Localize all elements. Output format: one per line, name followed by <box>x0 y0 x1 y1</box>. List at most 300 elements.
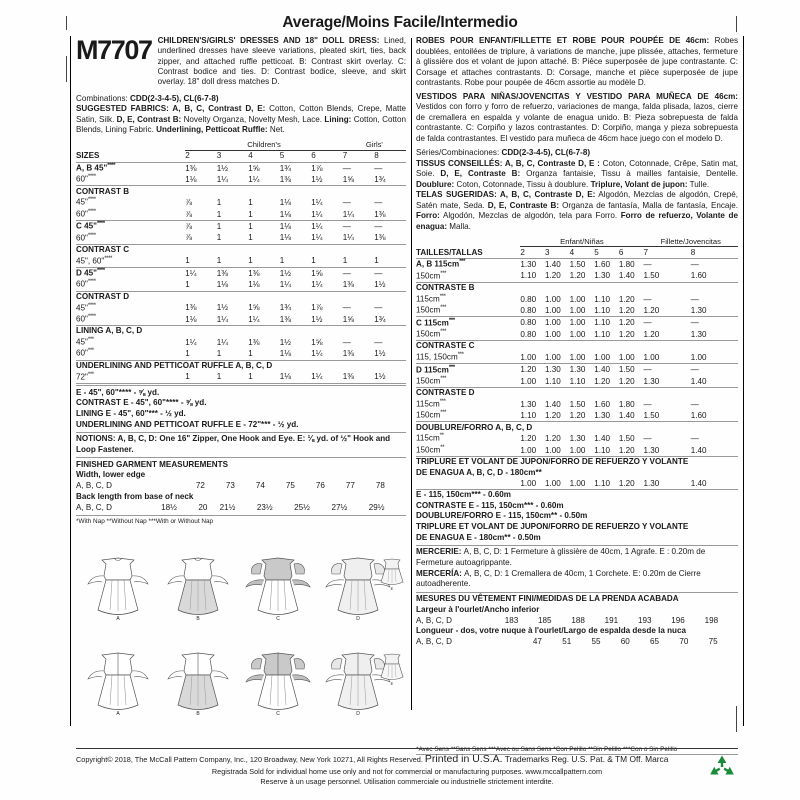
yardage-value: 1 <box>248 209 280 221</box>
nap-superscript: *** <box>439 398 446 405</box>
width-label-en <box>76 470 406 481</box>
yardage-row-label: 60"**** <box>76 314 185 326</box>
size-group-children: Enfant/Niñas <box>520 236 643 247</box>
svg-text:D: D <box>356 616 360 622</box>
yardage-value: 1 <box>185 371 217 383</box>
notes-fr <box>416 490 738 615</box>
yardage-value: — <box>342 337 351 347</box>
yardage-value: 1⅝ <box>311 337 323 347</box>
tissus-txt2: Organza fantaisie, Tissu à mailles fantaisie, Dentelle. <box>520 169 738 179</box>
tissus-grp4: Triplure, Volant de jupon: <box>590 179 688 189</box>
size-col-6: 6 <box>311 150 343 162</box>
yardage-data-row <box>76 302 406 313</box>
tissus-label: TISSUS CONSEILLÉS: <box>416 158 505 168</box>
yardage-value: 0.80 <box>520 318 537 328</box>
yardage-value: 1.00 <box>569 294 586 304</box>
finished-longueur-row-value: 75 <box>708 637 718 647</box>
yardage-value: 1⅝ <box>248 303 260 313</box>
yardage-value: 1.30 <box>691 305 738 317</box>
finished-width-row-value: 73 <box>225 481 235 491</box>
yardage-data-row <box>76 174 406 186</box>
merceria-label: MERCERÍA: <box>416 568 465 578</box>
finished-width-table-en <box>76 481 406 492</box>
mercerie-rule <box>416 545 738 546</box>
finished-width-row-value: 74 <box>255 481 265 491</box>
yardage-value: 1 <box>248 198 253 208</box>
yardage-data-row <box>76 371 406 383</box>
pattern-description-title: CHILDREN'S/GIRLS' DRESSES AND 18" DOLL DRESS: <box>157 36 380 45</box>
mesures-rule <box>416 592 738 593</box>
backlength-label-en <box>76 492 406 503</box>
yardage-value: 1 <box>311 255 343 267</box>
yardage-value: 1.50 <box>644 410 691 422</box>
yardage-row-label: 150cm*** <box>416 410 520 422</box>
yardage-value: 1.80 <box>618 399 635 409</box>
tissus-grp1: A, B, C, Contraste D, E : <box>504 158 600 168</box>
yardage-value: 1⅜ <box>185 303 197 313</box>
tissus-txt3: Coton, Cotonnade, Tissu à doublure. <box>454 179 591 189</box>
yardage-value: — <box>643 399 652 409</box>
finished-longueur-row-label: A, B, C, D <box>416 637 452 647</box>
nap-superscript: *** <box>440 375 447 382</box>
yardage-value: 1 <box>217 371 249 383</box>
yardage-data-row <box>76 220 406 232</box>
combinations-en <box>76 94 406 105</box>
yardage-value: 1.60 <box>691 270 738 282</box>
nap-note-fr: *Avec Sens **Sans Sens ***Avec ou Sans Sens *Con Pelillo **Sin Pelillo ***Con o Sin Pelillo <box>416 745 678 753</box>
yardage-value: — <box>342 268 351 278</box>
yardage-value: 1 <box>374 255 406 267</box>
note-fr-trip-2-text: DE ENAGUA E - 180cm** - 0.50m <box>416 532 541 542</box>
finished-backlength-table-en <box>76 502 406 513</box>
nap-superscript: *** <box>87 348 94 355</box>
yardage-value: 1½ <box>216 163 228 173</box>
yardage-value: 1.00 <box>570 329 595 341</box>
mesures-label-text: MESURES DU VÊTEMENT FINI/MEDIDAS DE LA PRENDA ACABADA <box>416 594 679 604</box>
french-spanish-column <box>416 36 738 757</box>
notions-body-en: A, B, C, D: One 16" Zipper, One Hook and Eye. E: ⅛ yd. of ½" Hook and Loop Fastener. <box>76 434 391 454</box>
yardage-value: 1.40 <box>691 478 738 489</box>
yardage-data-row <box>416 399 738 410</box>
yardage-section-label: TRIPLURE ET VOLANT DE JUPON/FORRO DE REFUERZO Y VOLANTE <box>416 457 689 467</box>
yardage-value: — <box>342 163 351 173</box>
finished-largeur-row-value: 196 <box>671 615 685 625</box>
yardage-value: 1.00 <box>619 352 644 364</box>
yardage-value: 1⅛ <box>279 198 291 208</box>
yardage-section-label: DOUBLURE/FORRO A, B, C, D <box>416 422 533 432</box>
yardage-value: ⅞ <box>185 209 217 221</box>
yardage-value: 1⅛ <box>279 221 291 231</box>
yardage-value: 1.20 <box>644 329 691 341</box>
yardage-value: 1½ <box>279 337 291 347</box>
yardage-value: 1¼ <box>311 209 343 221</box>
yardage-value: 1.00 <box>569 318 586 328</box>
telas-grp1: A, B, C, Contraste D, E: <box>499 190 596 200</box>
yardage-data-row <box>416 433 738 444</box>
note-fr-2 <box>416 511 738 522</box>
size-col-6: 6 <box>619 247 644 259</box>
telas-sugeridas <box>416 190 738 232</box>
yardage-value: 1.10 <box>594 445 619 457</box>
yardage-value: 1.40 <box>619 270 644 282</box>
yardage-value: 1.10 <box>594 294 610 304</box>
svg-text:C: C <box>276 616 280 622</box>
yardage-value: 1¼ <box>311 371 343 383</box>
footer <box>76 745 738 788</box>
yardage-value: 1.20 <box>545 410 570 422</box>
yardage-row-label: C 115cm*** <box>416 317 455 328</box>
column-divider <box>411 38 412 710</box>
yardage-value: 1¼ <box>216 337 228 347</box>
combinations-label-fr: Séries/Combinaciones: <box>416 148 502 158</box>
yardage-value: 1⅜ <box>343 348 375 360</box>
yardage-value: 1¼ <box>280 279 312 291</box>
yardage-value: 1¼ <box>185 337 197 347</box>
yardage-value: 1⅛ <box>217 279 249 291</box>
yardage-value: 1½ <box>279 268 291 278</box>
nap-superscript: *** <box>440 410 447 417</box>
notions-en <box>76 434 406 455</box>
yardage-row-label: 115cm*** <box>416 293 446 304</box>
yardage-data-row <box>416 270 738 282</box>
yardage-value: — <box>643 434 652 444</box>
telas-label: TELAS SUGERIDAS: <box>416 190 500 200</box>
longueur-label-text: Longueur - dos, votre nuque à l'ourlet/Largo de espalda desde la nuca <box>416 626 686 636</box>
yardage-data-row <box>416 317 738 329</box>
yardage-value: 1 <box>185 348 217 360</box>
yardage-value: 1 <box>217 255 249 267</box>
mercerie-label: MERCERIE: <box>416 547 464 557</box>
yardage-value: 1.50 <box>618 365 635 375</box>
fabrics-label-en: SUGGESTED FABRICS: <box>76 104 173 114</box>
finished-largeur-row-value: 191 <box>604 615 619 625</box>
pattern-description <box>158 36 406 88</box>
yardage-value: 1 <box>248 371 280 383</box>
finished-width-row-value: 78 <box>375 481 385 491</box>
yardage-row-label: D 115cm*** <box>416 364 455 375</box>
nap-superscript: ** <box>439 433 444 440</box>
yardage-data-row <box>76 162 406 174</box>
finished-largeur-row-value: 193 <box>637 615 652 625</box>
yardage-value: 1.00 <box>570 305 595 317</box>
yardage-section-row <box>76 291 406 302</box>
suggested-fabrics-en <box>76 104 406 136</box>
yardage-value: 1.10 <box>570 376 595 388</box>
size-col-3: 3 <box>217 150 249 162</box>
yardage-value: 1.00 <box>520 478 545 489</box>
size-col-2: 2 <box>520 247 545 259</box>
note-fr-1-text: CONTRASTE E - 115, 150cm*** - 0.60m <box>416 500 564 510</box>
yardage-value: 1.00 <box>520 352 545 364</box>
sizes-row <box>416 247 738 259</box>
yardage-data-row <box>416 259 738 271</box>
finished-backlength-row-value: 25½ <box>294 502 310 512</box>
yardage-section-label: CONTRAST D <box>76 291 130 301</box>
yardage-value: 1¼ <box>343 232 375 244</box>
yardage-value: 1 <box>216 198 222 208</box>
svg-text:A: A <box>116 616 120 622</box>
telas-grp4: Forro de refuerzo, Volante de enagua: <box>416 211 738 231</box>
note-en-2-text: LINING E - 45", 60"*** - ½ yd. <box>76 408 186 418</box>
yardage-row-label: 60"**** <box>76 279 185 291</box>
yardage-value: — <box>690 318 699 328</box>
illustration-c-back <box>246 653 310 717</box>
yardage-row-label: A, B 115cm*** <box>416 259 466 270</box>
finished-backlength-row-value: 21½ <box>219 502 236 512</box>
yardage-row-label: C 45"**** <box>76 221 105 231</box>
finished-largeur-row <box>416 615 738 626</box>
nap-superscript: *** <box>87 371 94 378</box>
yardage-value: 1.00 <box>545 329 570 341</box>
fabrics-grp1-en: A, B, C, Contrast D, E: <box>172 104 266 114</box>
yardage-value: 1¼ <box>248 174 280 186</box>
finished-backlength-row-value: 27½ <box>331 502 348 512</box>
yardage-table-en-body <box>76 140 406 383</box>
finished-longueur-row-value: 65 <box>650 637 660 647</box>
yardage-value: 1.00 <box>544 294 561 304</box>
yardage-value: 0.80 <box>520 305 545 317</box>
yardage-data-row <box>416 329 738 341</box>
illustration-b-front <box>168 558 228 622</box>
yardage-section-label: CONTRASTE B <box>416 283 475 293</box>
yardage-value: 1 <box>216 221 222 231</box>
finished-backlength-row-value: 29½ <box>368 502 385 512</box>
notions-en-rule <box>76 432 406 433</box>
yardage-data-row <box>76 209 406 221</box>
telas-txt3: Algodón, Mezclas de algodón, tela para Forro. <box>439 211 621 221</box>
largeur-label-text: Largeur à l'ourlet/Ancho inferior <box>416 604 540 614</box>
illustration-a-front <box>88 558 148 622</box>
yardage-data-row <box>76 314 406 326</box>
yardage-value: — <box>690 260 699 270</box>
yardage-value: 1.20 <box>520 365 537 375</box>
illustration-a-back <box>88 653 148 717</box>
yardage-value: 1⅜ <box>374 209 406 221</box>
yardage-value: 1⅛ <box>280 209 312 221</box>
sizes-label: SIZES <box>76 150 185 162</box>
finished-largeur-row-label: A, B, C, D <box>416 615 452 625</box>
yardage-row-label <box>416 478 520 489</box>
yardage-value: 1.10 <box>545 376 570 388</box>
footer-trademarks: Trademarks Reg. U.S. Pat. & TM Off. Marca <box>502 753 669 764</box>
yardage-value: — <box>342 221 351 231</box>
yardage-value: 1¼ <box>248 314 280 326</box>
fabrics-txt2-en: Novelty Organza, Novelty Mesh, Lace. <box>181 114 325 124</box>
nap-superscript: **** <box>87 302 96 309</box>
tissus-txt4: Tulle. <box>687 179 710 189</box>
yardage-section-row <box>416 456 738 467</box>
garment-illustrations <box>76 556 410 746</box>
english-column <box>76 35 406 717</box>
size-col-4: 4 <box>570 247 595 259</box>
description-es-body: Vestidos con forro y forro de refuerzo, variaciones de manga, falda plisada, lazos, cierre de cremallera en espalda y volante de enagua unido. B: Pieza sobrepuesta de falda contrastante. C: Corpiño y lazos contrastantes. D: Corpiño, manga y pieza sobrepuesta de falda contrastantes. El vestido para muñeca de 46cm hace juego con el modelo D. <box>416 102 738 143</box>
illustration-c-front <box>246 558 310 622</box>
yardage-value: 1.60 <box>691 410 738 422</box>
svg-text:C: C <box>276 711 280 717</box>
finished-longueur-row-value: 70 <box>679 637 689 647</box>
nap-superscript: *** <box>440 329 447 336</box>
yardage-value: — <box>690 365 699 375</box>
content-columns <box>76 36 738 800</box>
finished-longueur-row-value: 51 <box>562 637 572 647</box>
yardage-value: 1.40 <box>619 410 644 422</box>
yardage-value: 1¼ <box>311 279 343 291</box>
yardage-value: 1.20 <box>570 270 595 282</box>
yardage-value: 1¾ <box>374 314 406 326</box>
nap-superscript: *** <box>440 305 447 312</box>
telas-txt2: Organza de fantasía, Malla de fantasía, Encaje. <box>559 200 738 210</box>
illustration-d-front <box>326 558 390 622</box>
finished-longueur-row-value: 47 <box>532 637 542 647</box>
yardage-section-label: UNDERLINING AND PETTICOAT RUFFLE A, B, C, D <box>76 360 273 370</box>
yardage-value: 1.40 <box>544 399 561 409</box>
yardage-row-label: 150cm*** <box>416 305 520 317</box>
yardage-row-label: D 45"**** <box>76 268 105 278</box>
yardage-value: — <box>374 268 383 278</box>
yardage-data-row <box>416 305 738 317</box>
yardage-value: — <box>342 303 351 313</box>
yardage-value: 1⅛ <box>248 279 280 291</box>
nap-superscript: *** <box>440 270 447 277</box>
yardage-value: 1 <box>185 279 217 291</box>
size-col-4: 4 <box>248 150 280 162</box>
note-fr-trip-1-text: TRIPLURE ET VOLANT DE JUPON/FORRO DE REFUERZO Y VOLANTE <box>416 522 689 532</box>
yardage-section-row <box>76 244 406 255</box>
yardage-value: 1⅜ <box>343 279 375 291</box>
svg-text:E: E <box>390 681 394 686</box>
right-border-rule <box>743 36 744 726</box>
svg-text:A: A <box>116 711 120 717</box>
yardage-section-label: CONTRAST B <box>76 186 130 196</box>
note-en-3-text: UNDERLINING AND PETTICOAT RUFFLE E - 72"*** - ½ yd. <box>76 419 299 429</box>
yardage-value: 1⅜ <box>280 314 312 326</box>
pattern-number: M7707 <box>76 35 152 65</box>
yardage-value: 1.10 <box>520 410 545 422</box>
telas-txt1: Algodón, Mezclas de algodón, Crepé, Satén mate, Seda. <box>416 190 738 210</box>
yardage-section-row <box>416 387 738 398</box>
yardage-value: 1⅛ <box>280 348 312 360</box>
note-en-0-text: E - 45", 60"**** - ⅝ yd. <box>76 387 160 397</box>
size-col-5: 5 <box>594 247 619 259</box>
tissus-txt1: Coton, Cotonnade, Crêpe, Satin mat, Soie. <box>416 158 738 179</box>
yardage-row-label: 115cm** <box>416 433 444 444</box>
yardage-value: 1⅝ <box>311 268 323 278</box>
yardage-value: 1½ <box>311 174 343 186</box>
yardage-value: — <box>690 294 699 304</box>
size-col-8: 8 <box>374 150 406 162</box>
yardage-data-row <box>76 348 406 360</box>
yardage-value: 1.20 <box>545 270 570 282</box>
nap-superscript: ** <box>440 444 445 451</box>
yardage-table-fr-body <box>416 236 738 489</box>
yardage-value: 1.20 <box>544 434 561 444</box>
yardage-value: 1.00 <box>545 445 570 457</box>
yardage-value: 1¾ <box>374 174 406 186</box>
yardage-value: 1.10 <box>594 478 619 489</box>
yardage-section-label: DE ENAGUA A, B, C, D - 180cm** <box>416 467 542 477</box>
size-group-children: Children's <box>185 140 343 151</box>
yardage-value: 1.20 <box>619 305 644 317</box>
yardage-value: 1¼ <box>217 174 249 186</box>
width-label-en-text: Width, lower edge <box>76 470 146 480</box>
note-fr-1 <box>416 501 738 512</box>
yardage-value: 1⅜ <box>280 174 312 186</box>
yardage-value: 1⅜ <box>185 163 197 173</box>
finished-longueur-row-value: 55 <box>591 637 601 647</box>
yardage-value: 1½ <box>216 303 228 313</box>
finished-width-row-label: A, B, C, D <box>76 481 112 491</box>
yardage-value: 1 <box>280 255 312 267</box>
finished-longueur-table-fr-body <box>416 637 738 648</box>
yardage-value: ⅞ <box>185 221 192 231</box>
yardage-value: 1 <box>248 255 280 267</box>
finished-longueur-row <box>416 637 738 648</box>
note-fr-0 <box>416 490 738 501</box>
size-group-girls: Fillette/Jovencitas <box>644 236 738 247</box>
finished-backlength-row-value: 23½ <box>256 502 273 512</box>
yardage-value: 1.60 <box>594 399 610 409</box>
yardage-value: 1.20 <box>618 294 635 304</box>
merceria <box>416 569 738 590</box>
yardage-data-row <box>416 294 738 305</box>
yardage-value: — <box>342 198 351 208</box>
yardage-value: 1.40 <box>691 445 738 457</box>
tissus-grp3: Doublure: <box>416 179 455 189</box>
yardage-value: 1.40 <box>544 260 561 270</box>
finished-measurements-label-en <box>76 460 406 471</box>
yardage-value: — <box>374 198 383 208</box>
yardage-value: 1½ <box>374 348 406 360</box>
yardage-value: 1.80 <box>618 260 635 270</box>
yardage-data-row <box>76 255 406 267</box>
yardage-value: 1.20 <box>594 376 619 388</box>
nap-superscript: **** <box>87 232 96 239</box>
yardage-row-label: A, B 45"**** <box>76 162 116 173</box>
nap-superscript: *** <box>459 259 466 266</box>
yardage-row-label: 60"**** <box>76 232 185 244</box>
yardage-value: — <box>374 303 383 313</box>
yardage-value: 1.00 <box>545 478 570 489</box>
combinations-value-en: CDD(2-3-4-5), CL(6-7-8) <box>130 93 219 103</box>
nap-superscript: *** <box>448 364 455 371</box>
illustration-e-front <box>381 559 403 591</box>
yardage-value: 1.30 <box>569 434 586 444</box>
illustration-b-back <box>168 653 228 717</box>
yardage-data-row <box>76 337 406 348</box>
yardage-data-row <box>416 364 738 376</box>
finished-width-row <box>76 481 406 492</box>
yardage-row-label: 150cm*** <box>416 270 520 282</box>
yardage-row-label: 45", 60"**** <box>76 255 185 267</box>
yardage-value: — <box>643 365 652 375</box>
telas-txt4: Malla. <box>447 221 471 231</box>
yardage-value: 1.00 <box>520 376 545 388</box>
yardage-value: 1⅝ <box>343 174 375 186</box>
nap-superscript: **** <box>87 174 96 181</box>
yardage-value: 1.20 <box>619 478 644 489</box>
yardage-value: 1.20 <box>644 305 691 317</box>
size-col-3: 3 <box>545 247 570 259</box>
yardage-value: 1.30 <box>569 365 586 375</box>
yardage-value: 1.00 <box>691 352 738 364</box>
fabrics-grp4-en: Underlining, Petticoat Ruffle: <box>156 125 268 135</box>
nap-superscript: *** <box>439 293 446 300</box>
yardage-value: 1⅜ <box>343 371 375 383</box>
longueur-label <box>416 626 738 637</box>
yardage-value: — <box>643 294 652 304</box>
footer-line-2: Registrada Sold for individual home use only and not for commercial or manufacturing purposes. www.mccallpattern.com <box>211 766 603 776</box>
yardage-row-label: 45"*** <box>76 337 94 347</box>
